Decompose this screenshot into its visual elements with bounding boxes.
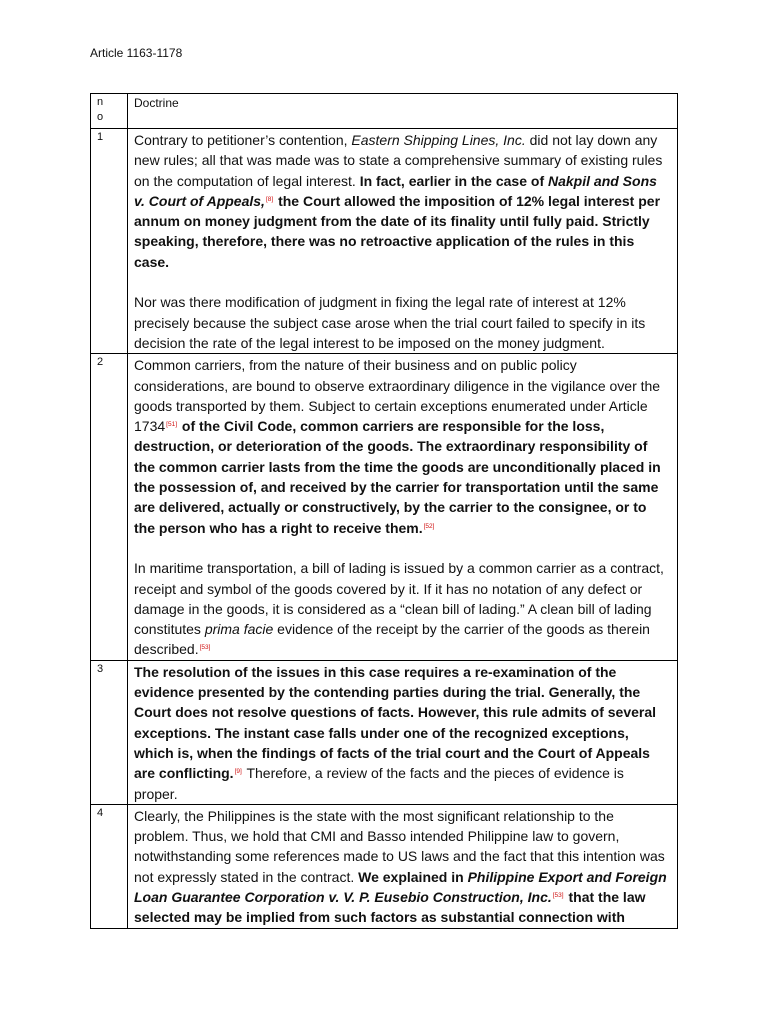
footnote-ref[interactable]: [52] — [423, 522, 435, 530]
doctrine-paragraph — [134, 355, 671, 538]
bold-text-run: the Court allowed the imposition of 12% legal interest per annum on money judgment from the date of its finality until fully paid. Strictly speaking, therefore, there was no retroactive application of the rules in this case. — [134, 192, 661, 270]
row-number: 2 — [91, 354, 128, 660]
text-run: Common carriers, from the nature of their business and on public policy considerations, are bound to observe extraordinary diligence in the vigilance over the goods transported by them. Subject to certain exceptions enumerated under Article 1734 — [134, 357, 661, 435]
text-run: evidence of the receipt by the carrier of the goods as therein described. — [134, 621, 650, 658]
column-header-no — [91, 94, 128, 129]
doctrine-cell — [128, 354, 678, 660]
table-header-row — [91, 94, 678, 129]
doctrine-paragraph — [134, 806, 671, 928]
table-row — [91, 129, 678, 354]
row-number: 4 — [91, 804, 128, 928]
bold-text-run: The resolution of the issues in this case requires a re-examination of the evidence presented by the contending parties during the trial. Generally, the Court does not resolve questions of facts. However, this rule admits of several exceptions. The instant case falls under one of the recognized exceptions, which is, when the findings of facts of the trial court and the Court of Appeals are conflicting. — [134, 663, 657, 782]
case-name: Philippine Export and Foreign Loan Guarantee Corporation v. V. P. Eusebio Construction, Inc. — [134, 868, 667, 905]
bold-text-run: In fact, earlier in the case of — [359, 172, 548, 189]
doctrine-cell — [128, 660, 678, 804]
bold-text-run: We explained in — [358, 868, 468, 885]
text-run: did not lay down any new rules; all that was made was to state a comprehensive summary of existing rules on the computation of legal interest. — [134, 132, 663, 189]
footnote-ref[interactable]: [53] — [199, 644, 211, 652]
page-header: Article 1163-1178 — [90, 46, 183, 60]
footnote-ref[interactable]: [53] — [552, 891, 564, 899]
doctrine-paragraph — [134, 662, 671, 804]
text-run: Clearly, the Philippines is the state with the most significant relationship to the problem. Thus, we hold that CMI and Basso intended Philippine law to govern, notwithstanding some references made to US laws and the fact that this intention was not expressly stated in the contract. — [134, 807, 665, 885]
case-name: Eastern Shipping Lines, Inc. — [351, 132, 526, 148]
doctrine-paragraph — [134, 558, 671, 659]
italic-text-run: prima facie — [204, 621, 274, 638]
case-name: Nakpil and Sons v. Court of Appeals, — [134, 172, 657, 209]
footnote-ref[interactable]: [9] — [234, 768, 242, 776]
text-run: Contrary to petitioner’s contention, — [134, 132, 352, 148]
doctrine-table — [90, 93, 678, 929]
row-number: 1 — [91, 129, 128, 354]
text-run: In maritime transportation, a bill of lading is issued by a common carrier as a contract, receipt and symbol of the goods covered by it. If it has no notation of any defect or damage in the goods, it is considered as a “clean bill of lading.” A clean bill of lading constitutes — [134, 560, 664, 638]
doctrine-paragraph: Nor was there modification of judgment in fixing the legal rate of interest at 12% precisely because the subject case arose when the trial court failed to specify in its decision the rate of the legal interest to be imposed on the money judgment. — [134, 294, 646, 351]
column-header-no-line1: n — [97, 96, 104, 108]
footnote-ref[interactable]: [8] — [265, 195, 274, 203]
bold-text-run: that the law selected may be implied from such factors as substantial connection with — [134, 888, 646, 926]
table-row — [91, 660, 678, 804]
row-number: 3 — [91, 660, 128, 804]
bold-text-run: of the Civil Code, common carriers are responsible for the loss, destruction, or deterioration of the goods. The extraordinary responsibility of the common carrier lasts from the time the goods are unconditionally placed in the possession of, and received by the carrier for transportation until the same are delivered, actually or constructively, by the carrier to the consignee, or to the person who has a right to receive them. — [134, 418, 661, 536]
footnote-ref[interactable]: [51] — [166, 421, 177, 429]
table-row — [91, 804, 678, 928]
text-run: Therefore, a review of the facts and the pieces of evidence is proper. — [134, 765, 624, 802]
doctrine-paragraph — [134, 130, 671, 272]
column-header-no-line2: o — [97, 111, 104, 123]
doctrine-cell — [128, 129, 678, 354]
doctrine-cell — [128, 804, 678, 928]
column-header-doctrine: Doctrine — [128, 94, 678, 129]
table-row — [91, 354, 678, 660]
